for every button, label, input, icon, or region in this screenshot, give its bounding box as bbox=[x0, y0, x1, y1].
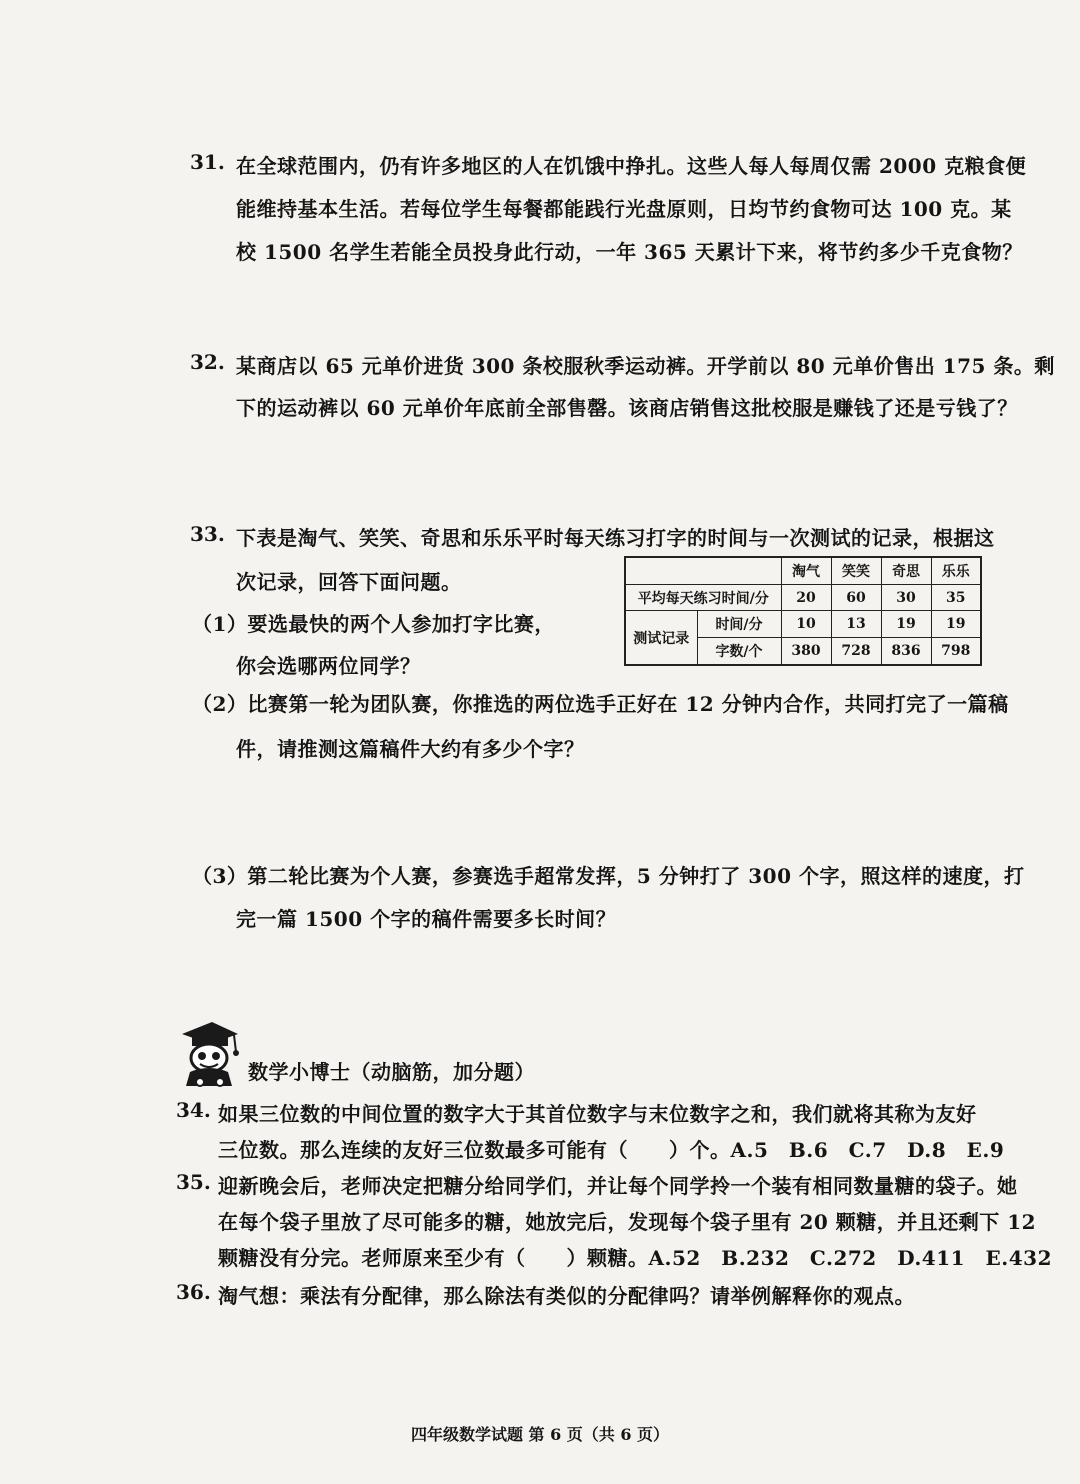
time-cell: 19 bbox=[881, 611, 931, 638]
table-corner-cell bbox=[625, 557, 781, 584]
table-row-time bbox=[625, 611, 981, 638]
col-header-taoqi: 淘气 bbox=[781, 557, 831, 584]
col-header-xiaoxiao: 笑笑 bbox=[831, 557, 881, 584]
practice-cell: 30 bbox=[881, 584, 931, 611]
time-cell: 10 bbox=[781, 611, 831, 638]
bonus-section-title: 数学小博士（动脑筋，加分题） bbox=[248, 1060, 535, 1084]
q32-line2: 下的运动裤以 60 元单价年底前全部售罄。该商店销售这批校服是赚钱了还是亏钱了？ bbox=[236, 396, 1018, 420]
typing-record-table bbox=[624, 556, 982, 666]
q35-number: 35. bbox=[176, 1170, 211, 1194]
q34-line1: 如果三位数的中间位置的数字大于其首位数字与末位数字之和，我们就将其称为友好 bbox=[218, 1102, 977, 1126]
page-footer: 四年级数学试题 第 6 页（共 6 页） bbox=[410, 1425, 670, 1444]
time-label: 时间/分 bbox=[697, 611, 781, 638]
practice-cell: 35 bbox=[931, 584, 981, 611]
q36-number: 36. bbox=[176, 1280, 211, 1304]
words-cell: 836 bbox=[881, 638, 931, 665]
col-header-lele: 乐乐 bbox=[931, 557, 981, 584]
q34-line2: 三位数。那么连续的友好三位数最多可能有（ ）个。A.5 B.6 C.7 D.8 E.9 bbox=[218, 1138, 1005, 1162]
table-header-row bbox=[625, 557, 981, 584]
test-record-label: 测试记录 bbox=[625, 611, 697, 665]
time-cell: 13 bbox=[831, 611, 881, 638]
practice-label: 平均每天练习时间/分 bbox=[625, 584, 781, 611]
q33-part3-line1: （3）第二轮比赛为个人赛，参赛选手超常发挥，5 分钟打了 300 个字，照这样的速度，打 bbox=[192, 864, 1025, 888]
q35-line2: 在每个袋子里放了尽可能多的糖，她放完后，发现每个袋子里有 20 颗糖，并且还剩下 12 bbox=[218, 1210, 1037, 1234]
col-header-qisi: 奇思 bbox=[881, 557, 931, 584]
q31-line3: 校 1500 名学生若能全员投身此行动，一年 365 天累计下来，将节约多少千克食物？ bbox=[236, 240, 1023, 264]
words-cell: 380 bbox=[781, 638, 831, 665]
q31-line2: 能维持基本生活。若每位学生每餐都能践行光盘原则，日均节约食物可达 100 克。某 bbox=[236, 197, 1012, 221]
q33-part2-line1: （2）比赛第一轮为团队赛，你推选的两位选手正好在 12 分钟内合作，共同打完了一篇稿 bbox=[192, 692, 1009, 716]
q33-number: 33. bbox=[190, 522, 225, 546]
table-row-practice bbox=[625, 584, 981, 611]
q33-part3-line2: 完一篇 1500 个字的稿件需要多长时间？ bbox=[236, 907, 617, 931]
q35-line1: 迎新晚会后，老师决定把糖分给同学们，并让每个同学拎一个装有相同数量糖的袋子。她 bbox=[218, 1174, 1018, 1198]
q31-line1: 在全球范围内，仍有许多地区的人在饥饿中挣扎。这些人每人每周仅需 2000 克粮食便 bbox=[236, 154, 1027, 178]
mascot-doctor-icon bbox=[178, 1020, 240, 1088]
q34-number: 34. bbox=[176, 1098, 211, 1122]
words-cell: 728 bbox=[831, 638, 881, 665]
q32-number: 32. bbox=[190, 350, 225, 374]
q35-line3: 颗糖没有分完。老师原来至少有（ ）颗糖。A.52 B.232 C.272 D.411 E.432 bbox=[218, 1246, 1053, 1270]
q33-part2-line2: 件，请推测这篇稿件大约有多少个字？ bbox=[236, 737, 585, 761]
q33-line2: 次记录，回答下面问题。 bbox=[236, 570, 462, 594]
q31-number: 31. bbox=[190, 150, 225, 174]
q36-line1: 淘气想：乘法有分配律，那么除法有类似的分配律吗？请举例解释你的观点。 bbox=[218, 1284, 915, 1308]
practice-cell: 20 bbox=[781, 584, 831, 611]
q33-part1-line1: （1）要选最快的两个人参加打字比赛， bbox=[192, 612, 555, 636]
q33-part1-line2: 你会选哪两位同学？ bbox=[236, 654, 421, 678]
q32-line1: 某商店以 65 元单价进货 300 条校服秋季运动裤。开学前以 80 元单价售出 175 条。剩 bbox=[236, 354, 1055, 378]
words-cell: 798 bbox=[931, 638, 981, 665]
practice-cell: 60 bbox=[831, 584, 881, 611]
time-cell: 19 bbox=[931, 611, 981, 638]
words-label: 字数/个 bbox=[697, 638, 781, 665]
q33-line1: 下表是淘气、笑笑、奇思和乐乐平时每天练习打字的时间与一次测试的记录，根据这 bbox=[236, 526, 995, 550]
